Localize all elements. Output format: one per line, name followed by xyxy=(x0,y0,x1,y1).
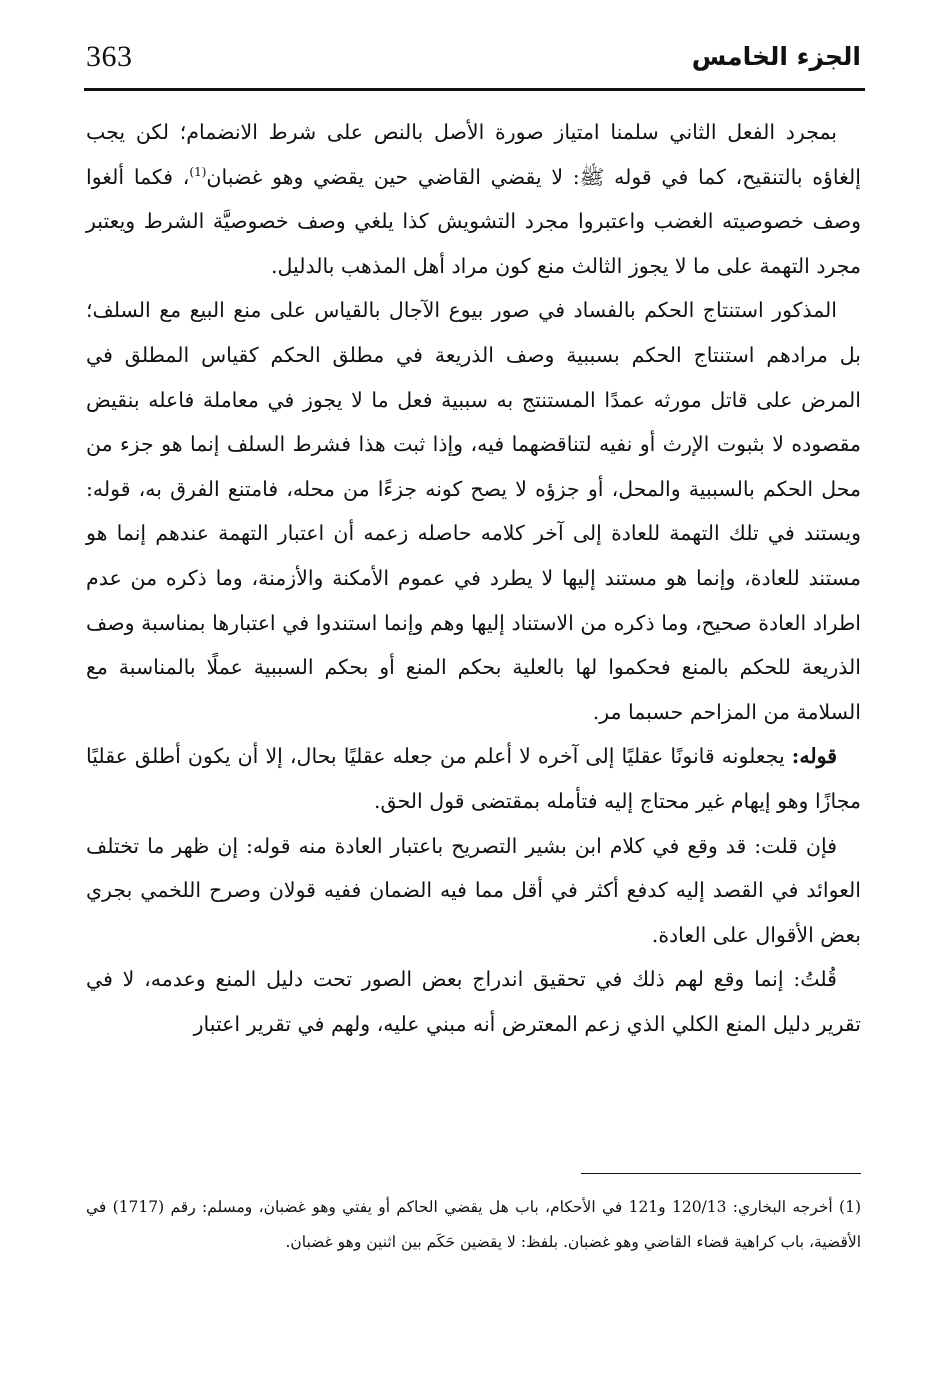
page-number: 363 xyxy=(86,40,133,73)
footnote-divider xyxy=(581,1173,861,1174)
paragraph-3 xyxy=(86,734,861,823)
paragraph-1-text: بمجرد الفعل الثاني سلمنا امتياز صورة الأصل بالنص على شرط الانضمام؛ لكن يجب إلغاؤه بالتنقيح، كما في قوله ﷺ: لا يقضي القاضي حين يقضي وهو غضبان xyxy=(86,120,861,189)
paragraph-4-text: فإن قلت: قد وقع في كلام ابن بشير التصريح باعتبار العادة منه قوله: إن ظهر ما تختلف العوائد في القصد إليه كدفع أكثر في أقل مما فيه الضمان ففيه قولان وصرح اللخمي بجري بعض الأقوال على العادة. xyxy=(86,833,861,947)
paragraph-1 xyxy=(86,110,861,288)
paragraph-4 xyxy=(86,824,861,958)
paragraph-1-continuation: ، فكما ألغوا وصف خصوصيته الغضب واعتبروا مجرد التشويش كذا يلغي وصف خصوصيَّة الشرط ويعتبر مجرد التهمة على ما لا يجوز الثالث منع كون مراد أهل المذهب بالدليل. xyxy=(86,164,861,278)
footnotes xyxy=(86,1190,861,1260)
paragraph-3-lead: قوله: xyxy=(791,744,837,769)
header-divider xyxy=(84,88,865,91)
main-text xyxy=(86,110,861,1046)
paragraph-5 xyxy=(86,957,861,1046)
running-title: الجزء الخامس xyxy=(691,42,861,71)
paragraph-2 xyxy=(86,288,861,734)
paragraph-5-text: قُلتُ: إنما وقع لهم ذلك في تحقيق اندراج بعض الصور تحت دليل المنع وعدمه، لا في تقرير دليل المنع الكلي الذي زعم المعترض أنه مبني عليه، ولهم في تقرير اعتبار xyxy=(86,967,861,1036)
footnote-ref-1[interactable]: (1) xyxy=(189,164,207,179)
paragraph-2-text: المذكور استنتاج الحكم بالفساد في صور بيوع الآجال بالقياس على منع البيع مع السلف؛ بل مرادهم استنتاج الحكم بسببية وصف الذريعة في مطلق الحكم كقياس المطلق في المرض على قاتل مورثه عمدًا المستنتج به سببية فعل ما لا يجوز في معاملة فاعله بنقيض مقصوده لا بثبوت الإرث أو نفيه لتناقضهما فيه، وإذا ثبت هذا فشرط السلف إنما هو جزء من محل الحكم بالسببية والمحل، أو جزؤه لا يصح كونه جزءًا من محله، فامتنع الفرق به، قوله: ويستند في تلك التهمة للعادة إلى آخر كلامه حاصله زعمه أن اعتبار التهمة عندهم إنما هو مستند للعادة، وإنما هو مستند إليها لا يطرد في عموم الأمكنة والأزمنة، وما ذكره من عدم اطراد العادة صحيح، وما ذكره من الاستناد إليها وهم وإنما استندوا في اعتبارها بمناسبة وصف الذريعة للحكم بالمنع فحكموا لها بالعلية بحكم المنع أو بحكم السببية عملًا بالمناسبة مع السلامة من المزاحم حسبما مر. xyxy=(86,298,861,724)
footnote-1: (1) أخرجه البخاري: 120/13 و121 في الأحكام، باب هل يقضي الحاكم أو يفتي وهو غضبان، ومسلم: رقم (1717) في الأقضية، باب كراهية قضاء القاضي وهو غضبان. بلفظ: لا يقضين حَكَم بين اثنين وهو غضبان. xyxy=(86,1198,861,1251)
paragraph-3-text: يجعلونه قانونًا عقليًا إلى آخره لا أعلم من جعله عقليًا بحال، إلا أن يكون أطلق عقليًا مجازًا وهو إيهام غير محتاج إليه فتأمله بمقتضى قول الحق. xyxy=(86,744,861,813)
